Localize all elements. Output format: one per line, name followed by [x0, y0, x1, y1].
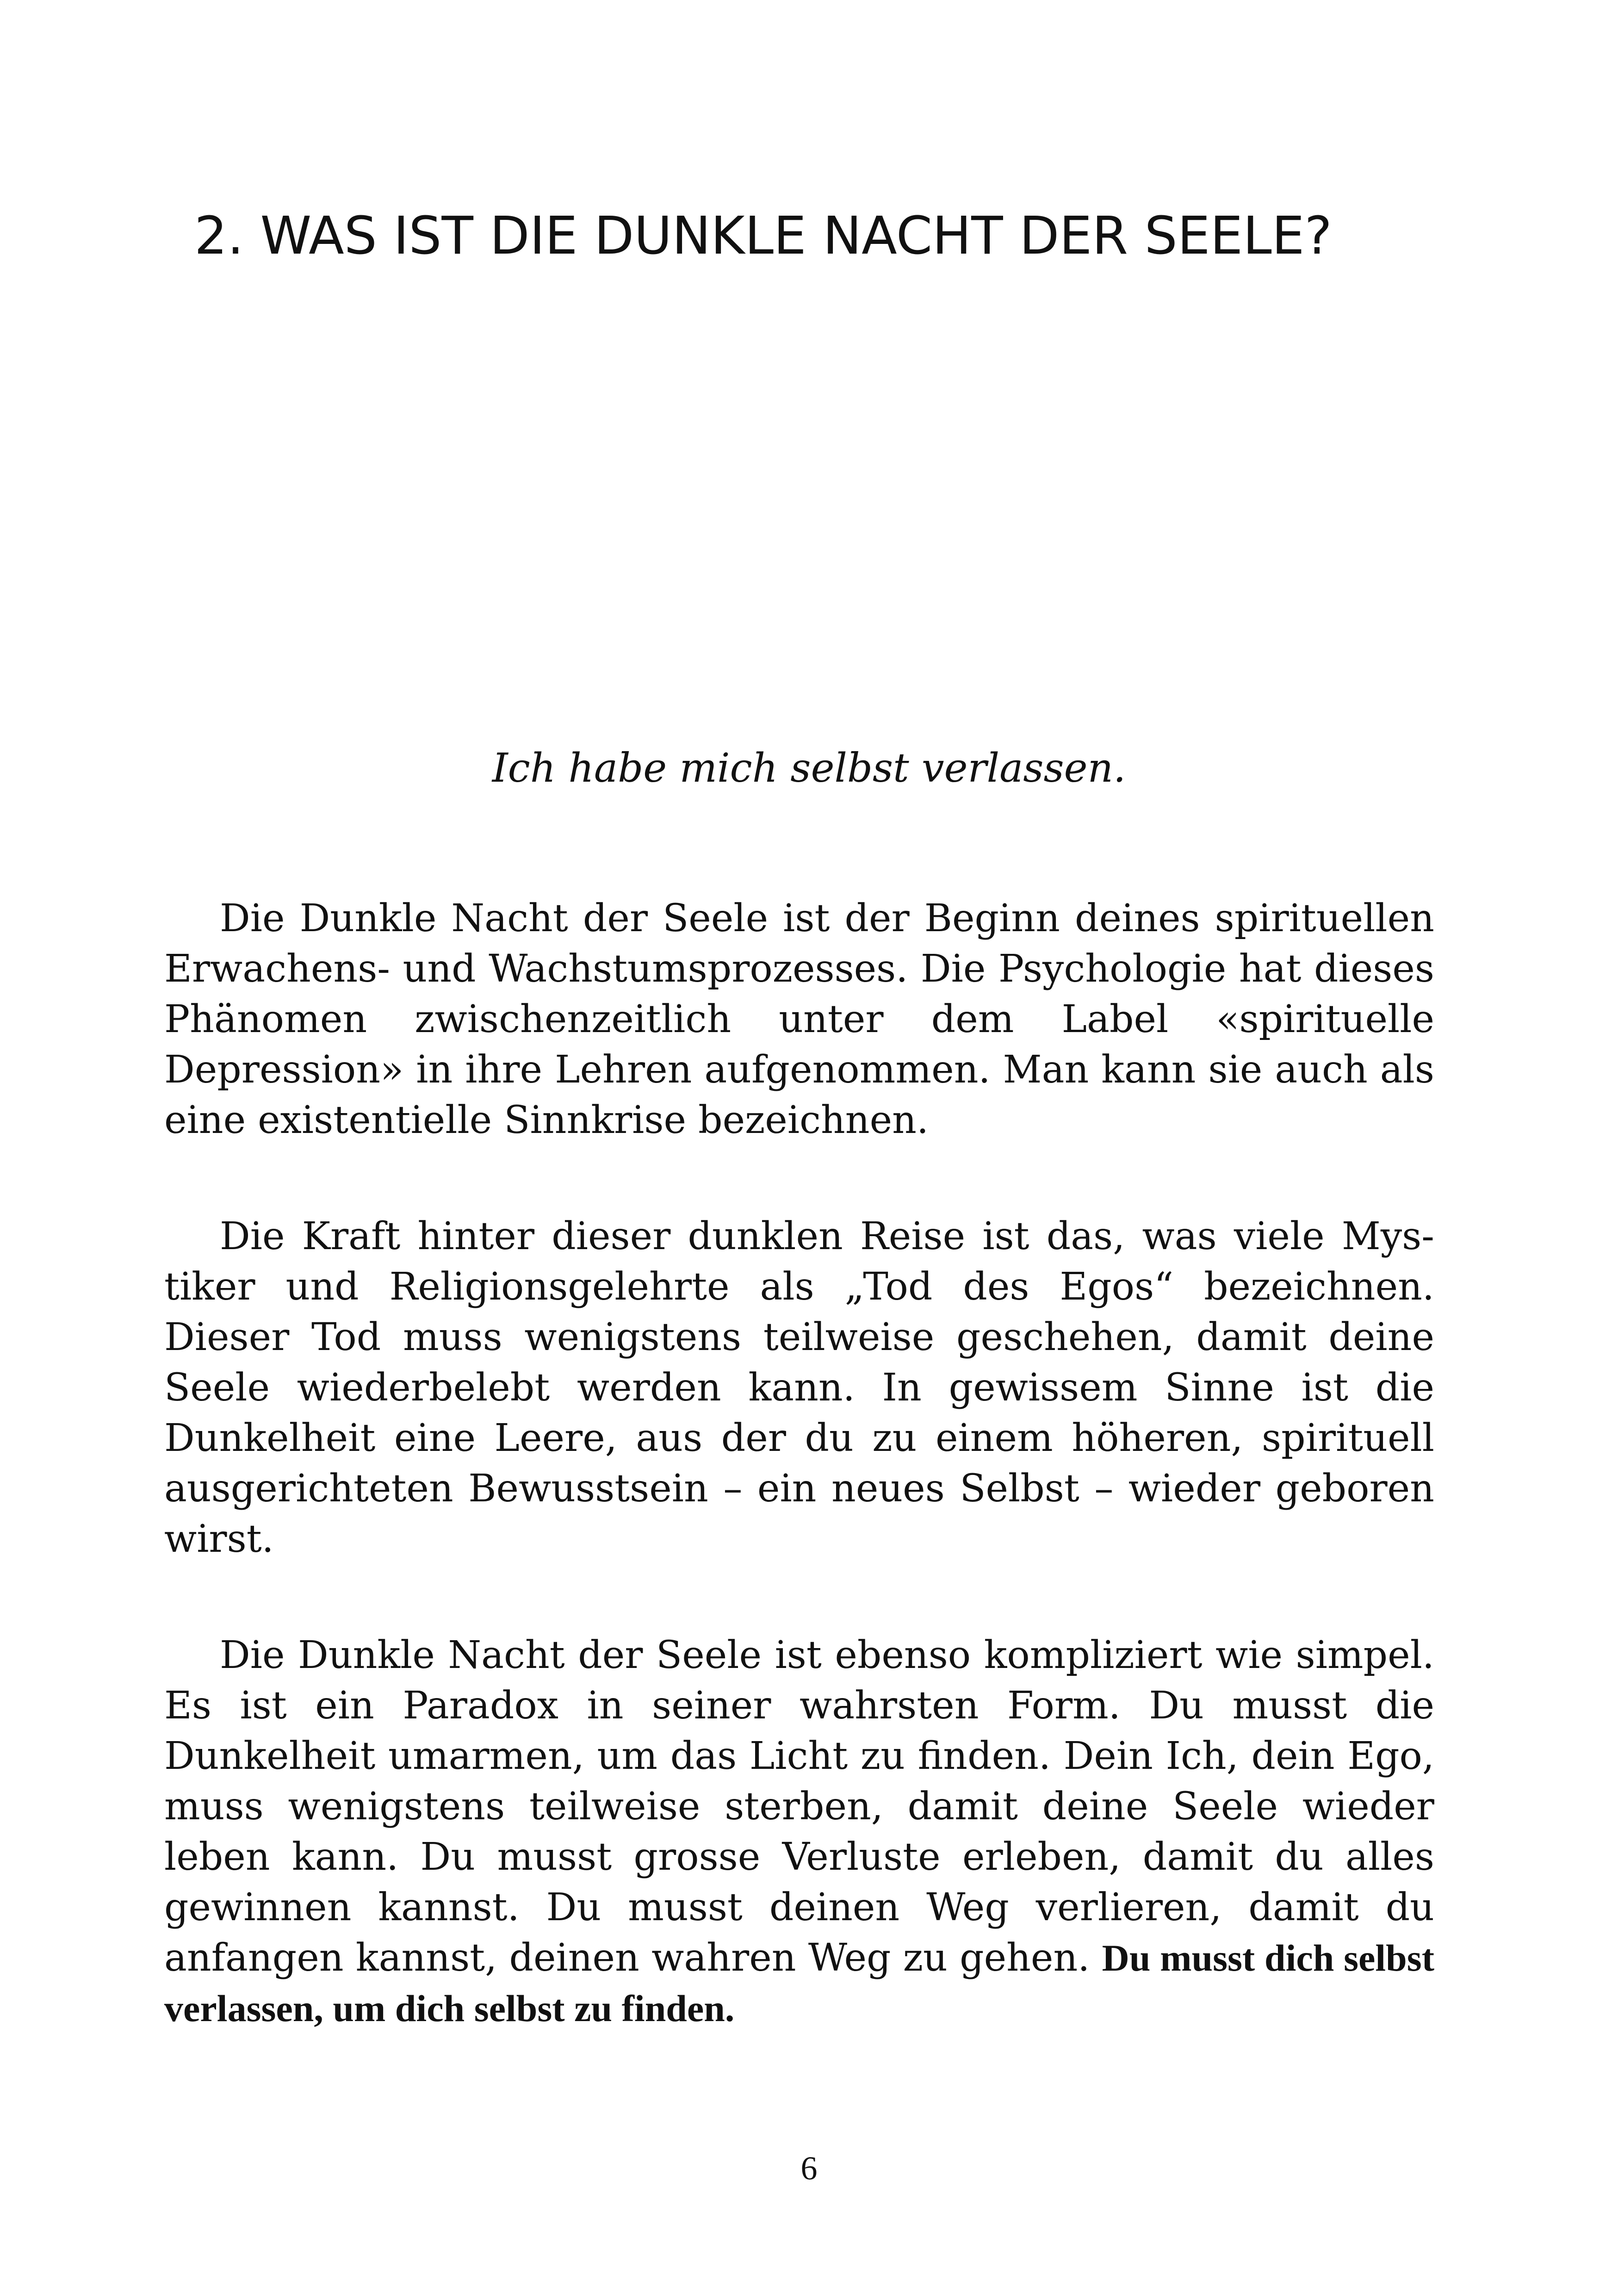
- paragraph-3-text: Die Dunkle Nacht der Seele ist ebenso kompliziert wie simpel. Es ist ein Paradox in seiner wahrsten Form. Du musst die Dunkelheit umarmen, um das Licht zu finden. Dein Ich, dein Ego, muss wenigstens teilweise sterben, damit deine Seele wieder leben kann. Du musst grosse Verluste erleben, damit du alles gewinnen kannst. Du musst deinen Weg verlieren, damit du anfangen kannst, deinen wahren Weg zu gehen.: [164, 1633, 1434, 1980]
- body-text: [164, 893, 1434, 2099]
- paragraph-3-emphasis: Du musst dich selbst verlassen, um dich selbst zu finden.: [164, 1937, 1434, 2029]
- page-number: 6: [800, 2150, 818, 2187]
- paragraph-1: Die Dunkle Nacht der Seele ist der Beginn deines spirituellen Erwachens- und Wachstumsprozesses. Die Psychologie hat dieses Phänomen zwischenzeitlich unter dem Label «spirituelle Depression» in ihre Lehren aufgenommen. Man kann sie auch als eine existentielle Sinnkrise bezeichnen.: [164, 896, 1434, 1142]
- paragraph-2: Die Kraft hinter dieser dunklen Reise ist das, was viele Mystiker und Religionsgelehrte als „Tod des Egos“ bezeichnen. Dieser Tod muss wenigstens teilweise geschehen, damit deine Seele wiederbelebt werden kann. In gewissem Sinne ist die Dunkelheit eine Leere, aus der du zu einem höheren, spirituell ausgerichteten Bewusstsein – ein neues Selbst – wieder geboren wirst.: [164, 1214, 1434, 1561]
- paragraph-3: [164, 1630, 1434, 2034]
- epigraph: Ich habe mich selbst verlassen.: [492, 745, 1126, 791]
- chapter-title: 2. WAS IST DIE DUNKLE NACHT DER SEELE?: [194, 206, 1332, 266]
